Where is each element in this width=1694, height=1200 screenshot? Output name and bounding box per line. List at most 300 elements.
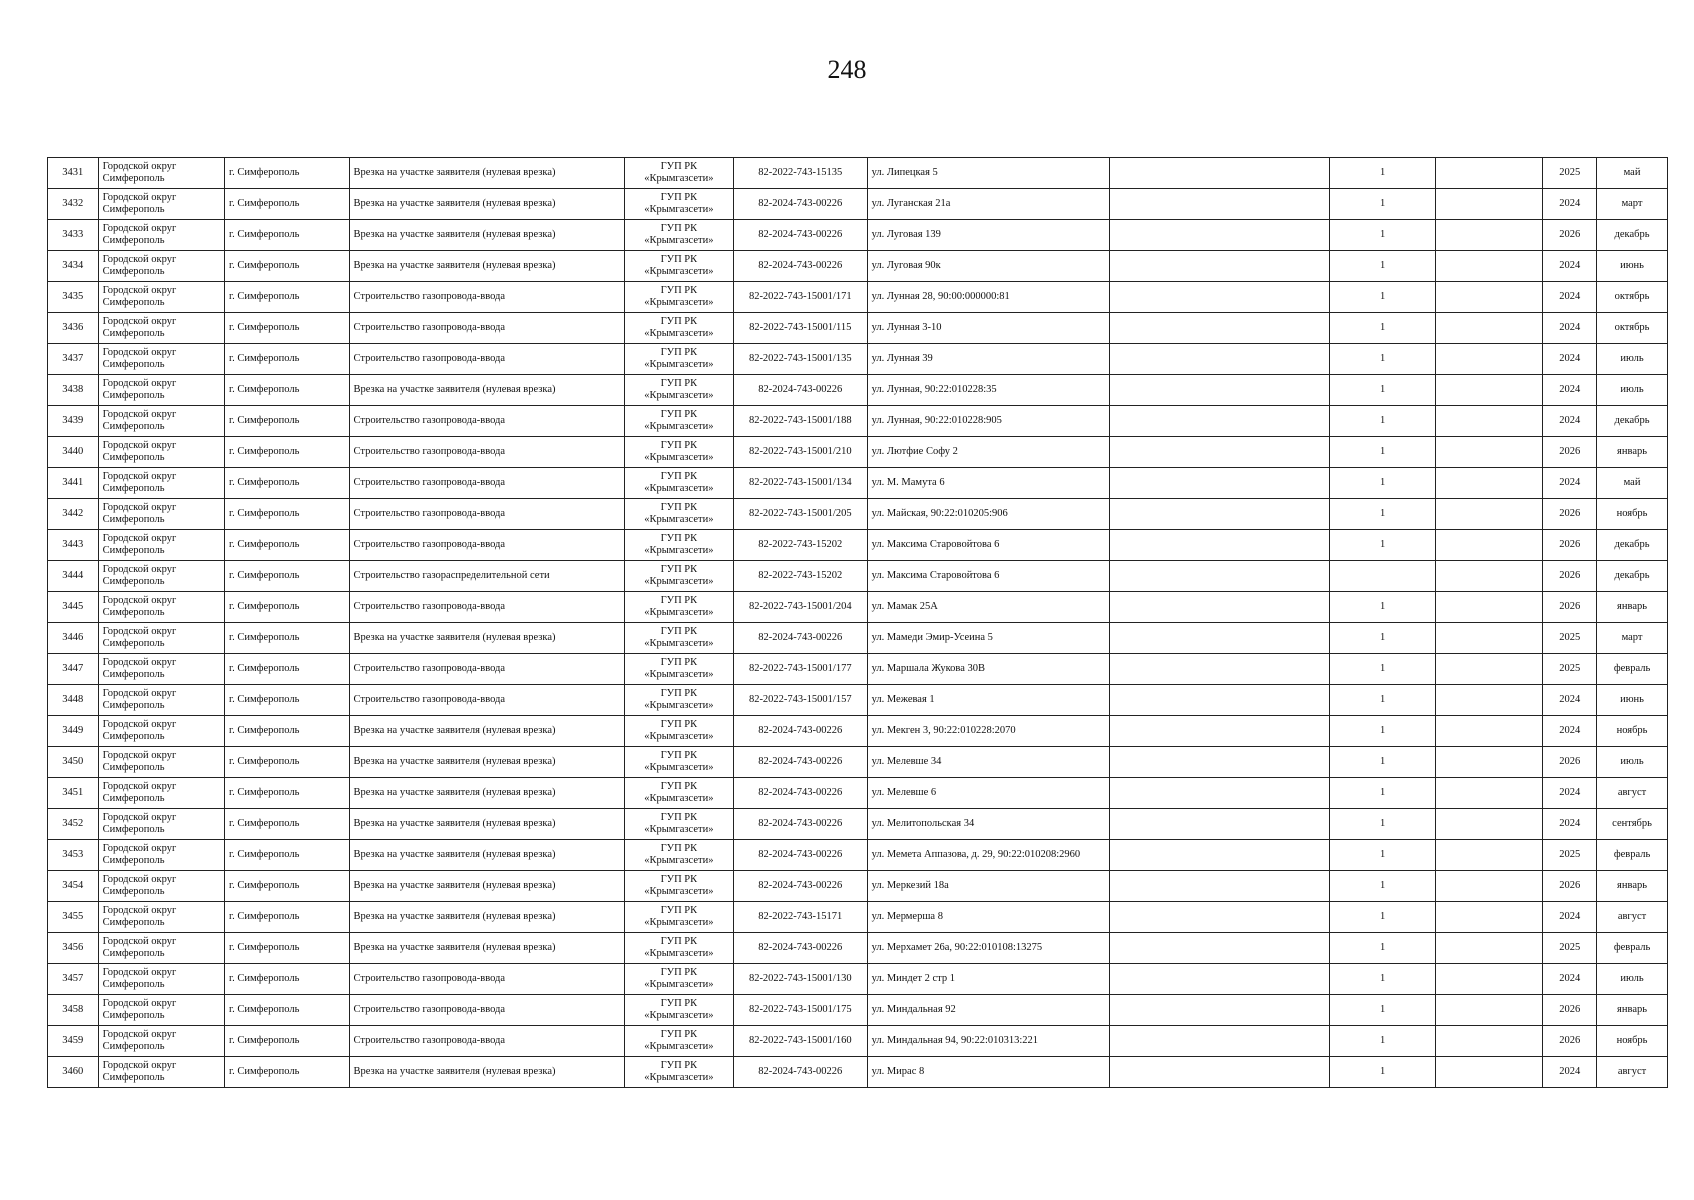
month-cell: январь (1597, 871, 1668, 902)
work-type-cell: Врезка на участке заявителя (нулевая врезка) (349, 251, 624, 282)
quantity-cell: 1 (1329, 251, 1435, 282)
district-cell: Городской округ Симферополь (98, 282, 224, 313)
empty-cell (1110, 840, 1330, 871)
empty-cell (1436, 437, 1543, 468)
year-cell: 2024 (1543, 282, 1597, 313)
empty-cell (1110, 747, 1330, 778)
empty-cell (1110, 1026, 1330, 1057)
empty-cell (1110, 995, 1330, 1026)
empty-cell (1436, 964, 1543, 995)
year-cell: 2024 (1543, 778, 1597, 809)
year-cell: 2025 (1543, 623, 1597, 654)
work-type-cell: Строительство газопровода-ввода (349, 592, 624, 623)
year-cell: 2025 (1543, 840, 1597, 871)
district-cell: Городской округ Симферополь (98, 158, 224, 189)
table-row (48, 406, 1668, 437)
empty-cell (1110, 964, 1330, 995)
quantity-cell: 1 (1329, 654, 1435, 685)
month-cell: май (1597, 468, 1668, 499)
year-cell: 2024 (1543, 251, 1597, 282)
organization-cell: ГУП РК «Крымгазсети» (624, 437, 733, 468)
row-number-cell: 3445 (48, 592, 99, 623)
district-cell: Городской округ Симферополь (98, 189, 224, 220)
district-cell: Городской округ Симферополь (98, 685, 224, 716)
organization-cell: ГУП РК «Крымгазсети» (624, 747, 733, 778)
organization-cell: ГУП РК «Крымгазсети» (624, 840, 733, 871)
table-row (48, 1057, 1668, 1088)
organization-cell: ГУП РК «Крымгазсети» (624, 716, 733, 747)
address-cell: ул. Мермерша 8 (867, 902, 1110, 933)
work-type-cell: Строительство газопровода-ввода (349, 468, 624, 499)
reference-number-cell: 82-2024-743-00226 (734, 251, 868, 282)
empty-cell (1436, 902, 1543, 933)
empty-cell (1110, 468, 1330, 499)
quantity-cell: 1 (1329, 623, 1435, 654)
city-cell: г. Симферополь (225, 344, 349, 375)
address-cell: ул. Луговая 90к (867, 251, 1110, 282)
address-cell: ул. Лунная, 90:22:010228:905 (867, 406, 1110, 437)
organization-cell: ГУП РК «Крымгазсети» (624, 499, 733, 530)
city-cell: г. Симферополь (225, 561, 349, 592)
organization-cell: ГУП РК «Крымгазсети» (624, 530, 733, 561)
table-row (48, 902, 1668, 933)
empty-cell (1110, 158, 1330, 189)
registry-table (47, 157, 1668, 1088)
address-cell: ул. Меркезий 18а (867, 871, 1110, 902)
district-cell: Городской округ Симферополь (98, 406, 224, 437)
organization-cell: ГУП РК «Крымгазсети» (624, 592, 733, 623)
address-cell: ул. Лунная 28, 90:00:000000:81 (867, 282, 1110, 313)
reference-number-cell: 82-2024-743-00226 (734, 189, 868, 220)
quantity-cell: 1 (1329, 499, 1435, 530)
row-number-cell: 3440 (48, 437, 99, 468)
address-cell: ул. Мелевше 6 (867, 778, 1110, 809)
row-number-cell: 3441 (48, 468, 99, 499)
month-cell: ноябрь (1597, 1026, 1668, 1057)
work-type-cell: Строительство газопровода-ввода (349, 313, 624, 344)
month-cell: январь (1597, 995, 1668, 1026)
quantity-cell (1329, 561, 1435, 592)
row-number-cell: 3460 (48, 1057, 99, 1088)
month-cell: декабрь (1597, 530, 1668, 561)
quantity-cell: 1 (1329, 406, 1435, 437)
district-cell: Городской округ Симферополь (98, 623, 224, 654)
month-cell: март (1597, 623, 1668, 654)
address-cell: ул. М. Мамута 6 (867, 468, 1110, 499)
year-cell: 2024 (1543, 313, 1597, 344)
district-cell: Городской округ Симферополь (98, 375, 224, 406)
city-cell: г. Симферополь (225, 220, 349, 251)
year-cell: 2024 (1543, 468, 1597, 499)
city-cell: г. Симферополь (225, 375, 349, 406)
district-cell: Городской округ Симферополь (98, 499, 224, 530)
reference-number-cell: 82-2022-743-15001/115 (734, 313, 868, 344)
reference-number-cell: 82-2022-743-15202 (734, 561, 868, 592)
address-cell: ул. Лунная 39 (867, 344, 1110, 375)
empty-cell (1110, 344, 1330, 375)
quantity-cell: 1 (1329, 840, 1435, 871)
year-cell: 2026 (1543, 437, 1597, 468)
row-number-cell: 3458 (48, 995, 99, 1026)
reference-number-cell: 82-2022-743-15001/171 (734, 282, 868, 313)
empty-cell (1436, 933, 1543, 964)
empty-cell (1436, 654, 1543, 685)
empty-cell (1110, 313, 1330, 344)
row-number-cell: 3433 (48, 220, 99, 251)
month-cell: январь (1597, 437, 1668, 468)
empty-cell (1110, 933, 1330, 964)
organization-cell: ГУП РК «Крымгазсети» (624, 158, 733, 189)
reference-number-cell: 82-2022-743-15001/175 (734, 995, 868, 1026)
city-cell: г. Симферополь (225, 623, 349, 654)
table-row (48, 592, 1668, 623)
month-cell: октябрь (1597, 313, 1668, 344)
reference-number-cell: 82-2022-743-15135 (734, 158, 868, 189)
table-row (48, 282, 1668, 313)
year-cell: 2024 (1543, 406, 1597, 437)
organization-cell: ГУП РК «Крымгазсети» (624, 809, 733, 840)
empty-cell (1110, 1057, 1330, 1088)
city-cell: г. Симферополь (225, 1026, 349, 1057)
empty-cell (1110, 871, 1330, 902)
row-number-cell: 3449 (48, 716, 99, 747)
organization-cell: ГУП РК «Крымгазсети» (624, 995, 733, 1026)
year-cell: 2026 (1543, 530, 1597, 561)
city-cell: г. Симферополь (225, 189, 349, 220)
row-number-cell: 3452 (48, 809, 99, 840)
month-cell: август (1597, 1057, 1668, 1088)
organization-cell: ГУП РК «Крымгазсети» (624, 344, 733, 375)
address-cell: ул. Мемета Аппазова, д. 29, 90:22:010208:2960 (867, 840, 1110, 871)
row-number-cell: 3436 (48, 313, 99, 344)
reference-number-cell: 82-2024-743-00226 (734, 747, 868, 778)
city-cell: г. Симферополь (225, 437, 349, 468)
address-cell: ул. Мамак 25А (867, 592, 1110, 623)
empty-cell (1110, 189, 1330, 220)
row-number-cell: 3455 (48, 902, 99, 933)
empty-cell (1436, 375, 1543, 406)
city-cell: г. Симферополь (225, 778, 349, 809)
address-cell: ул. Межевая 1 (867, 685, 1110, 716)
month-cell: ноябрь (1597, 499, 1668, 530)
organization-cell: ГУП РК «Крымгазсети» (624, 561, 733, 592)
reference-number-cell: 82-2022-743-15001/210 (734, 437, 868, 468)
district-cell: Городской округ Симферополь (98, 1026, 224, 1057)
address-cell: ул. Лунная, 90:22:010228:35 (867, 375, 1110, 406)
month-cell: июль (1597, 747, 1668, 778)
empty-cell (1436, 499, 1543, 530)
empty-cell (1436, 561, 1543, 592)
registry-rows (48, 158, 1668, 1088)
quantity-cell: 1 (1329, 716, 1435, 747)
work-type-cell: Врезка на участке заявителя (нулевая врезка) (349, 716, 624, 747)
year-cell: 2026 (1543, 499, 1597, 530)
city-cell: г. Симферополь (225, 685, 349, 716)
address-cell: ул. Мелевше 34 (867, 747, 1110, 778)
city-cell: г. Симферополь (225, 809, 349, 840)
quantity-cell: 1 (1329, 344, 1435, 375)
table-row (48, 623, 1668, 654)
work-type-cell: Строительство газопровода-ввода (349, 499, 624, 530)
reference-number-cell: 82-2024-743-00226 (734, 220, 868, 251)
reference-number-cell: 82-2022-743-15001/177 (734, 654, 868, 685)
empty-cell (1436, 871, 1543, 902)
district-cell: Городской округ Симферополь (98, 313, 224, 344)
city-cell: г. Симферополь (225, 406, 349, 437)
work-type-cell: Врезка на участке заявителя (нулевая врезка) (349, 1057, 624, 1088)
quantity-cell: 1 (1329, 468, 1435, 499)
reference-number-cell: 82-2024-743-00226 (734, 375, 868, 406)
year-cell: 2024 (1543, 344, 1597, 375)
empty-cell (1110, 437, 1330, 468)
district-cell: Городской округ Симферополь (98, 871, 224, 902)
empty-cell (1110, 685, 1330, 716)
organization-cell: ГУП РК «Крымгазсети» (624, 654, 733, 685)
work-type-cell: Строительство газопровода-ввода (349, 1026, 624, 1057)
row-number-cell: 3432 (48, 189, 99, 220)
city-cell: г. Симферополь (225, 716, 349, 747)
empty-cell (1110, 375, 1330, 406)
month-cell: февраль (1597, 933, 1668, 964)
table-row (48, 561, 1668, 592)
address-cell: ул. Миндальная 94, 90:22:010313:221 (867, 1026, 1110, 1057)
organization-cell: ГУП РК «Крымгазсети» (624, 623, 733, 654)
organization-cell: ГУП РК «Крымгазсети» (624, 933, 733, 964)
city-cell: г. Симферополь (225, 902, 349, 933)
work-type-cell: Строительство газораспределительной сети (349, 561, 624, 592)
city-cell: г. Симферополь (225, 282, 349, 313)
year-cell: 2026 (1543, 220, 1597, 251)
row-number-cell: 3434 (48, 251, 99, 282)
table-row (48, 747, 1668, 778)
district-cell: Городской округ Симферополь (98, 747, 224, 778)
row-number-cell: 3437 (48, 344, 99, 375)
row-number-cell: 3454 (48, 871, 99, 902)
district-cell: Городской округ Симферополь (98, 437, 224, 468)
work-type-cell: Врезка на участке заявителя (нулевая врезка) (349, 871, 624, 902)
empty-cell (1110, 623, 1330, 654)
month-cell: июль (1597, 964, 1668, 995)
month-cell: июнь (1597, 251, 1668, 282)
row-number-cell: 3439 (48, 406, 99, 437)
empty-cell (1110, 406, 1330, 437)
empty-cell (1436, 778, 1543, 809)
month-cell: февраль (1597, 654, 1668, 685)
address-cell: ул. Максима Старовойтова 6 (867, 530, 1110, 561)
quantity-cell: 1 (1329, 964, 1435, 995)
address-cell: ул. Миндальная 92 (867, 995, 1110, 1026)
quantity-cell: 1 (1329, 282, 1435, 313)
empty-cell (1436, 468, 1543, 499)
address-cell: ул. Липецкая 5 (867, 158, 1110, 189)
empty-cell (1436, 406, 1543, 437)
address-cell: ул. Лунная 3-10 (867, 313, 1110, 344)
city-cell: г. Симферополь (225, 158, 349, 189)
reference-number-cell: 82-2022-743-15001/160 (734, 1026, 868, 1057)
reference-number-cell: 82-2024-743-00226 (734, 871, 868, 902)
quantity-cell: 1 (1329, 871, 1435, 902)
reference-number-cell: 82-2024-743-00226 (734, 840, 868, 871)
city-cell: г. Симферополь (225, 871, 349, 902)
work-type-cell: Врезка на участке заявителя (нулевая врезка) (349, 809, 624, 840)
month-cell: июль (1597, 375, 1668, 406)
work-type-cell: Строительство газопровода-ввода (349, 654, 624, 685)
work-type-cell: Строительство газопровода-ввода (349, 964, 624, 995)
district-cell: Городской округ Симферополь (98, 778, 224, 809)
district-cell: Городской округ Симферополь (98, 654, 224, 685)
reference-number-cell: 82-2022-743-15202 (734, 530, 868, 561)
quantity-cell: 1 (1329, 809, 1435, 840)
address-cell: ул. Мерхамет 26а, 90:22:010108:13275 (867, 933, 1110, 964)
empty-cell (1110, 561, 1330, 592)
city-cell: г. Симферополь (225, 592, 349, 623)
organization-cell: ГУП РК «Крымгазсети» (624, 871, 733, 902)
year-cell: 2024 (1543, 716, 1597, 747)
quantity-cell: 1 (1329, 189, 1435, 220)
district-cell: Городской округ Симферополь (98, 220, 224, 251)
row-number-cell: 3450 (48, 747, 99, 778)
quantity-cell: 1 (1329, 158, 1435, 189)
empty-cell (1436, 530, 1543, 561)
empty-cell (1436, 995, 1543, 1026)
city-cell: г. Симферополь (225, 251, 349, 282)
work-type-cell: Врезка на участке заявителя (нулевая врезка) (349, 778, 624, 809)
month-cell: сентябрь (1597, 809, 1668, 840)
row-number-cell: 3446 (48, 623, 99, 654)
work-type-cell: Врезка на участке заявителя (нулевая врезка) (349, 623, 624, 654)
reference-number-cell: 82-2024-743-00226 (734, 778, 868, 809)
quantity-cell: 1 (1329, 1057, 1435, 1088)
empty-cell (1110, 716, 1330, 747)
district-cell: Городской округ Симферополь (98, 344, 224, 375)
empty-cell (1110, 902, 1330, 933)
row-number-cell: 3451 (48, 778, 99, 809)
district-cell: Городской округ Симферополь (98, 530, 224, 561)
organization-cell: ГУП РК «Крымгазсети» (624, 778, 733, 809)
empty-cell (1436, 344, 1543, 375)
organization-cell: ГУП РК «Крымгазсети» (624, 1026, 733, 1057)
month-cell: август (1597, 902, 1668, 933)
month-cell: август (1597, 778, 1668, 809)
table-row (48, 716, 1668, 747)
quantity-cell: 1 (1329, 995, 1435, 1026)
reference-number-cell: 82-2024-743-00226 (734, 809, 868, 840)
empty-cell (1436, 1057, 1543, 1088)
empty-cell (1436, 840, 1543, 871)
row-number-cell: 3459 (48, 1026, 99, 1057)
table-row (48, 685, 1668, 716)
month-cell: декабрь (1597, 561, 1668, 592)
empty-cell (1436, 282, 1543, 313)
district-cell: Городской округ Симферополь (98, 995, 224, 1026)
work-type-cell: Врезка на участке заявителя (нулевая врезка) (349, 158, 624, 189)
address-cell: ул. Максима Старовойтова 6 (867, 561, 1110, 592)
district-cell: Городской округ Симферополь (98, 964, 224, 995)
table-row (48, 1026, 1668, 1057)
table-row (48, 313, 1668, 344)
district-cell: Городской округ Симферополь (98, 561, 224, 592)
year-cell: 2026 (1543, 592, 1597, 623)
empty-cell (1110, 654, 1330, 685)
reference-number-cell: 82-2024-743-00226 (734, 623, 868, 654)
table-row (48, 778, 1668, 809)
month-cell: июнь (1597, 685, 1668, 716)
empty-cell (1110, 282, 1330, 313)
year-cell: 2024 (1543, 902, 1597, 933)
empty-cell (1436, 716, 1543, 747)
row-number-cell: 3448 (48, 685, 99, 716)
work-type-cell: Строительство газопровода-ввода (349, 437, 624, 468)
organization-cell: ГУП РК «Крымгазсети» (624, 902, 733, 933)
district-cell: Городской округ Симферополь (98, 592, 224, 623)
city-cell: г. Симферополь (225, 747, 349, 778)
work-type-cell: Врезка на участке заявителя (нулевая врезка) (349, 933, 624, 964)
empty-cell (1110, 592, 1330, 623)
city-cell: г. Симферополь (225, 1057, 349, 1088)
month-cell: январь (1597, 592, 1668, 623)
reference-number-cell: 82-2024-743-00226 (734, 1057, 868, 1088)
district-cell: Городской округ Симферополь (98, 1057, 224, 1088)
district-cell: Городской округ Симферополь (98, 933, 224, 964)
quantity-cell: 1 (1329, 437, 1435, 468)
address-cell: ул. Луговая 139 (867, 220, 1110, 251)
year-cell: 2026 (1543, 995, 1597, 1026)
empty-cell (1110, 499, 1330, 530)
empty-cell (1436, 592, 1543, 623)
district-cell: Городской округ Симферополь (98, 809, 224, 840)
table-row (48, 499, 1668, 530)
empty-cell (1110, 220, 1330, 251)
work-type-cell: Строительство газопровода-ввода (349, 282, 624, 313)
address-cell: ул. Майская, 90:22:010205:906 (867, 499, 1110, 530)
year-cell: 2026 (1543, 871, 1597, 902)
month-cell: декабрь (1597, 220, 1668, 251)
organization-cell: ГУП РК «Крымгазсети» (624, 1057, 733, 1088)
reference-number-cell: 82-2024-743-00226 (734, 933, 868, 964)
page-number: 248 (827, 55, 867, 84)
table-row (48, 840, 1668, 871)
reference-number-cell: 82-2022-743-15001/157 (734, 685, 868, 716)
reference-number-cell: 82-2022-743-15001/130 (734, 964, 868, 995)
year-cell: 2024 (1543, 809, 1597, 840)
table-row (48, 809, 1668, 840)
organization-cell: ГУП РК «Крымгазсети» (624, 313, 733, 344)
address-cell: ул. Лютфие Софу 2 (867, 437, 1110, 468)
reference-number-cell: 82-2022-743-15001/188 (734, 406, 868, 437)
table-row (48, 251, 1668, 282)
empty-cell (1436, 158, 1543, 189)
row-number-cell: 3443 (48, 530, 99, 561)
table-row (48, 933, 1668, 964)
table-row (48, 189, 1668, 220)
reference-number-cell: 82-2022-743-15001/204 (734, 592, 868, 623)
empty-cell (1436, 313, 1543, 344)
work-type-cell: Строительство газопровода-ввода (349, 685, 624, 716)
table-row (48, 468, 1668, 499)
empty-cell (1110, 251, 1330, 282)
quantity-cell: 1 (1329, 778, 1435, 809)
empty-cell (1436, 189, 1543, 220)
work-type-cell: Врезка на участке заявителя (нулевая врезка) (349, 747, 624, 778)
address-cell: ул. Мамеди Эмир-Усеина 5 (867, 623, 1110, 654)
city-cell: г. Симферополь (225, 499, 349, 530)
quantity-cell: 1 (1329, 313, 1435, 344)
city-cell: г. Симферополь (225, 313, 349, 344)
quantity-cell: 1 (1329, 220, 1435, 251)
quantity-cell: 1 (1329, 1026, 1435, 1057)
reference-number-cell: 82-2022-743-15001/135 (734, 344, 868, 375)
table-row (48, 654, 1668, 685)
